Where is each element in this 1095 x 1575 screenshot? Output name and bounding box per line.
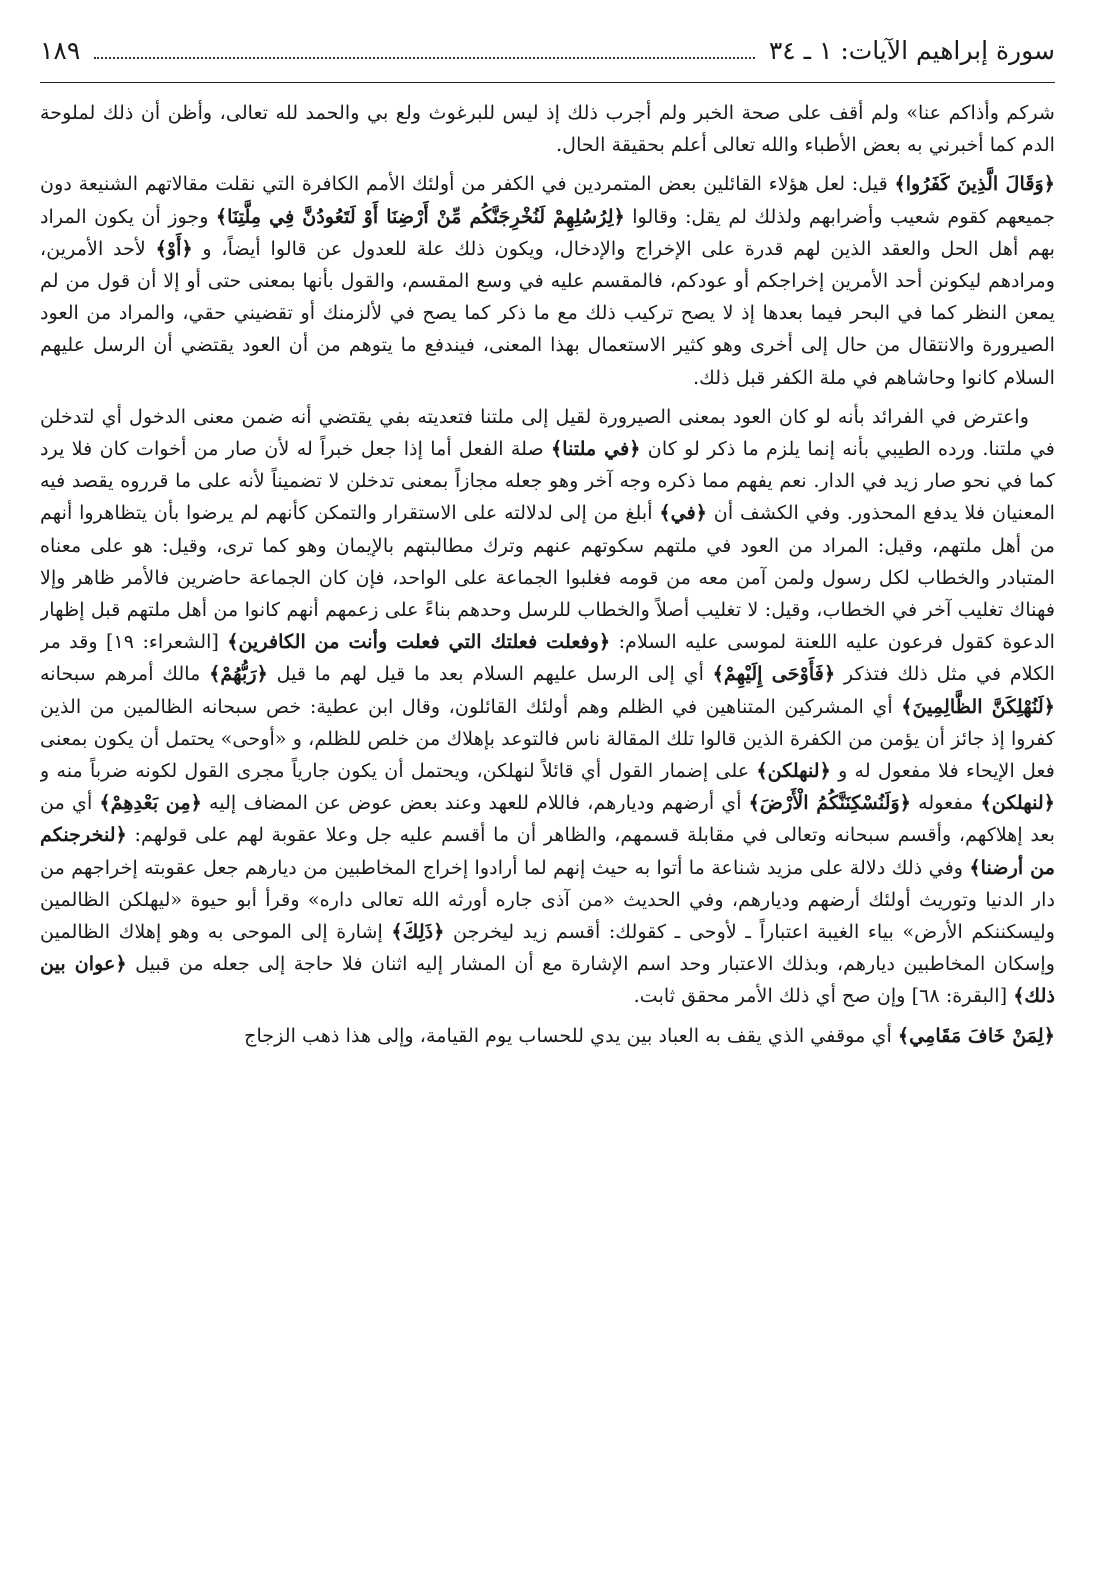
paragraph-4 [40,1020,1055,1052]
page-number: ١٨٩ [40,36,81,65]
running-header [40,36,1055,83]
commentary-text: أبلغ من إلى لدلالته على الاستقرار والتمكن كأنهم لم يرضوا بأن يتظاهروا أنهم من أهل ملتهم، وقيل: المراد من العود في ملتهم سكوتهم عنهم وترك مطالبتهم بالإيمان وهو كما ترى، وقيل: هو على معناه المتبادر والخطاب لكل رسول ولمن آمن معه من قومه فغلبوا الجماعة على الواحد، فإن كان الجماعة حاضرين فالأمر ظاهر وإلا فهناك تغليب آخر في الخطاب، وقيل: لا تغليب أصلاً والخطاب للرسل وحدهم بناءً على زعمهم أنهم كانوا من أهل ملتهم قبل إظهار الدعوة كقول فرعون عليه اللعنة لموسى عليه السلام: [40,501,1055,654]
commentary-text: قيل: لعل هؤلاء القائلين بعض المتمردين في الكفر من أولئك الأمم الكافرة التي نقلت مقالاتهم الشنيعة دون جميعهم كقوم شعيب وأضرابهم ولذلك لم يقل: وقالوا [40,172,1055,228]
quran-quote: ﴿لَنُهْلِكَنَّ الظَّالِمِينَ﴾ [901,694,1055,718]
header-dot-leader [94,43,755,59]
quran-quote: ﴿عوان بين ذلك﴾ [40,952,1055,1008]
quran-quote: ﴿لنهلكن﴾ [980,791,1055,815]
quran-quote: ﴿في ملتنا﴾ [551,437,641,461]
book-page [40,36,1055,1536]
quran-quote: ﴿وَقَالَ الَّذِينَ كَفَرُوا﴾ [894,172,1055,196]
commentary-text: مالك أمرهم سبحانه [40,662,210,686]
commentary-text: وجوز أن يكون المراد بهم أهل الحل والعقد الذين لهم قدرة على الإخراج والإدخال، ويكون ذلك علة للعدول عن قالوا أيضاً، و [40,204,1055,260]
commentary-text: مفعوله [911,791,981,815]
quran-quote: ﴿أَوْ﴾ [155,236,193,260]
paragraph-1 [40,97,1055,161]
commentary-text: واعترض في الفرائد بأنه لو كان العود بمعنى الصيرورة لقيل إلى ملتنا فتعديته بفي يقتضي أنه ضمن معنى الدخول أي لتدخلن في ملتنا. ورده الطيبي بأنه إنما يلزم ما ذكر لو كان [40,404,1055,461]
quran-quote: ﴿فَأَوْحَى إِلَيْهِمْ﴾ [712,662,836,686]
paragraph-3 [40,401,1055,1013]
commentary-text: [البقرة: ٦٨] وإن صح أي ذلك الأمر محقق ثابت. [633,984,1014,1008]
quran-quote: ﴿لنهلكن﴾ [756,759,831,783]
quran-quote: ﴿في﴾ [659,501,708,525]
commentary-text: صلة الفعل أما إذا جعل خبراً له لأن صار من أخوات كان فلا يرد كما في نحو صار زيد في الدار. نعم يفهم مما ذكره وجه آخر وهو جعله مجازاً بمعنى تدخلن لا تضميناً لأنه على ما قرروه يقصد فيه المعنيان فلا يدفع المحذور. وفي الكشف أن [40,437,1055,525]
quran-quote: ﴿وفعلت فعلتك التي فعلت وأنت من الكافرين﴾ [227,630,611,654]
quran-quote: ﴿ذَلِكَ﴾ [391,920,445,944]
quran-quote: ﴿وَلَنُسْكِنَنَّكُمُ الْأَرْضَ﴾ [748,791,912,815]
surah-title: سورة إبراهيم الآيات: ١ ـ ٣٤ [768,36,1055,65]
commentary-text: أي إلى الرسل عليهم السلام بعد ما قيل لهم ما قيل [267,662,713,686]
commentary-text: وفي ذلك دلالة على مزيد شناعة ما أتوا به حيث إنهم لما أرادوا إخراج المخاطبين من ديارهم جعل عقوبته إخراجهم من دار الدنيا وتوريث أولئك أرضهم وديارهم، وفي الحديث «من آذى جاره أورثه الله تعالى داره» وقرأ أبو حيوة «ليهلكن الظالمين وليسكننكم الأرض» بياء الغيبة اعتباراً ـ لأوحى ـ كقولك: أقسم زيد ليخرجن [40,855,1055,944]
paragraph-2 [40,168,1055,393]
page-body [40,97,1055,1052]
commentary-text: شركم وأذاكم عنا» ولم أقف على صحة الخبر ولم أجرب ذلك إذ ليس للبرغوث ولع بي والحمد لله تعالى، وأظن أن ذلك لملوحة الدم كما أخبرني به بعض الأطباء والله تعالى أعلم بحقيقة الحال. [40,101,1055,157]
quran-quote: ﴿رَبُّهُمْ﴾ [209,662,268,686]
quran-quote: ﴿لنخرجنكم من أرضنا﴾ [40,823,1055,879]
commentary-text: على إضمار القول أي قائلاً لنهلكن، ويحتمل أن يكون جارياً مجرى القول لكونه ضرباً منه و [40,759,757,783]
quran-quote: ﴿لِمَنْ خَافَ مَقَامِي﴾ [897,1023,1055,1047]
commentary-text: أي أرضهم وديارهم، فاللام للعهد وعند بعض عوض عن المضاف إليه [201,791,749,815]
quran-quote: ﴿مِن بَعْدِهِمْ﴾ [99,791,202,815]
commentary-text: أي المشركين المتناهين في الظلم وهم أولئك القائلون، وقال ابن عطية: خص سبحانه الظالمين من الذين كفروا إذ جائز أن يؤمن من الكفرة الذين قالوا تلك المقالة ناس فالتوعد بإهلاك من خلص للظلم، و «أوحى» يحتمل أن يكون بمعنى فعل الإيحاء فلا مفعول له و [40,694,1055,783]
commentary-text: لأحد الأمرين، ومرادهم ليكونن أحد الأمرين إخراجكم أو عودكم، فالمقسم عليه في وسع المقسم، والقول بأنها بمعنى حتى أو إلا أن قول من لم يمعن النظر كما في البحر فيما بعدها إذ لا يصح تركيب ذلك مع ما ذكر كما يصح في لألزمنك أو تقضيني حقي، والمراد من العود الصيرورة والانتقال من حال إلى أخرى وهو كثير الاستعمال بهذا المعنى، فيندفع ما يتوهم من أن العود يقتضي أن الرسل عليهم السلام كانوا وحاشاهم في ملة الكفر قبل ذلك. [40,236,1055,389]
commentary-text: أي موقفي الذي يقف به العباد بين يدي للحساب يوم القيامة، وإلى هذا ذهب الزجاج [244,1023,898,1047]
quran-quote: ﴿لِرُسُلِهِمْ لَنُخْرِجَنَّكُم مِّنْ أَرْضِنَا أَوْ لَتَعُودُنَّ فِي مِلَّتِنَا﴾ [215,204,625,228]
commentary-text: إشارة إلى الموحى به وهو إهلاك الظالمين وإسكان المخاطبين ديارهم، وبذلك الاعتبار وحد اسم الإشارة مع أن المشار إليه اثنان فلا حاجة إلى جعله من قبيل [40,920,1055,976]
commentary-text: [الشعراء: ١٩] وقد مر الكلام في مثل ذلك فتذكر [40,630,1055,686]
commentary-text: أي من بعد إهلاكهم، وأقسم سبحانه وتعالى في مقابلة قسمهم، والظاهر أن ما أقسم عليه جل وعلا عقوبة لهم على قولهم: [40,791,1055,847]
